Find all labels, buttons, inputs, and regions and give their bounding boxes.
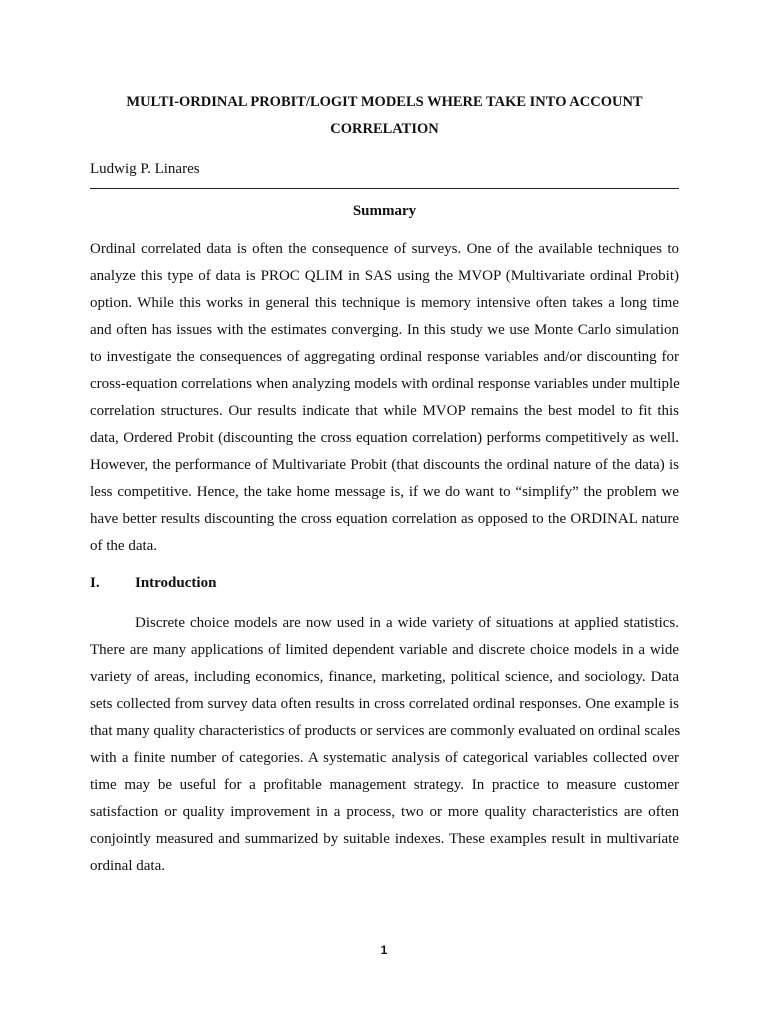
summary-line: analyze this type of data is PROC QLIM in SAS using the MVOP (Multivariate ordinal Probit) [90, 268, 679, 284]
section-title: Introduction [135, 575, 217, 591]
introduction-line: time may be useful for a profitable management strategy. In practice to measure customer [90, 777, 679, 793]
introduction-line: Discrete choice models are now used in a wide variety of situations at applied statistics. [135, 615, 679, 631]
summary-line: of the data. [90, 538, 158, 554]
summary-line: correlation structures. Our results indicate that while MVOP remains the best model to fit this [90, 403, 679, 419]
summary-heading: Summary [352, 203, 417, 219]
introduction-line: There are many applications of limited dependent variable and discrete choice models in a wide [90, 642, 679, 658]
author-name: Ludwig P. Linares [90, 161, 200, 177]
title-divider [90, 188, 679, 189]
paper-title [90, 89, 679, 143]
introduction-line: ordinal data. [90, 858, 165, 874]
page-number: 1 [380, 943, 388, 957]
section-heading-introduction [90, 573, 390, 593]
summary-line: have better results discounting the cross equation correlation as opposed to the ORDINAL nature [90, 511, 679, 527]
introduction-paragraph [90, 610, 679, 880]
introduction-line: that many quality characteristics of products or services are commonly evaluated on ordinal scales [90, 723, 681, 739]
introduction-line: sets collected from survey data often results in cross correlated ordinal responses. One example is [90, 696, 679, 712]
summary-line: cross-equation correlations when analyzing models with ordinal response variables under multiple [90, 376, 680, 392]
summary-line: less competitive. Hence, the take home message is, if we do want to “simplify” the problem we [90, 484, 679, 500]
summary-line: option. While this works in general this technique is memory intensive often takes a long time [90, 295, 679, 311]
summary-line: Ordinal correlated data is often the consequence of surveys. One of the available techniques to [90, 241, 679, 257]
introduction-line: satisfaction or quality improvement in a process, two or more quality characteristics are often [90, 804, 679, 820]
paper-title-line-2: CORRELATION [330, 121, 439, 137]
paper-title-line-1: MULTI-ORDINAL PROBIT/LOGIT MODELS WHERE TAKE INTO ACCOUNT [126, 94, 643, 110]
summary-line: and often has issues with the estimates converging. In this study we use Monte Carlo simulation [90, 322, 679, 338]
summary-paragraph [90, 236, 679, 560]
introduction-line: variety of areas, including economics, finance, marketing, political science, and sociology. Data [90, 669, 679, 685]
introduction-line: conjointly measured and summarized by suitable indexes. These examples result in multivariate [90, 831, 679, 847]
section-number: I. [90, 575, 100, 591]
summary-line: However, the performance of Multivariate Probit (that discounts the ordinal nature of the data) is [90, 457, 679, 473]
summary-line: data, Ordered Probit (discounting the cross equation correlation) performs competitively as well. [90, 430, 679, 446]
summary-line: to investigate the consequences of aggregating ordinal response variables and/or discounting for [90, 349, 679, 365]
introduction-line: with a finite number of categories. A systematic analysis of categorical variables collected over [90, 750, 679, 766]
